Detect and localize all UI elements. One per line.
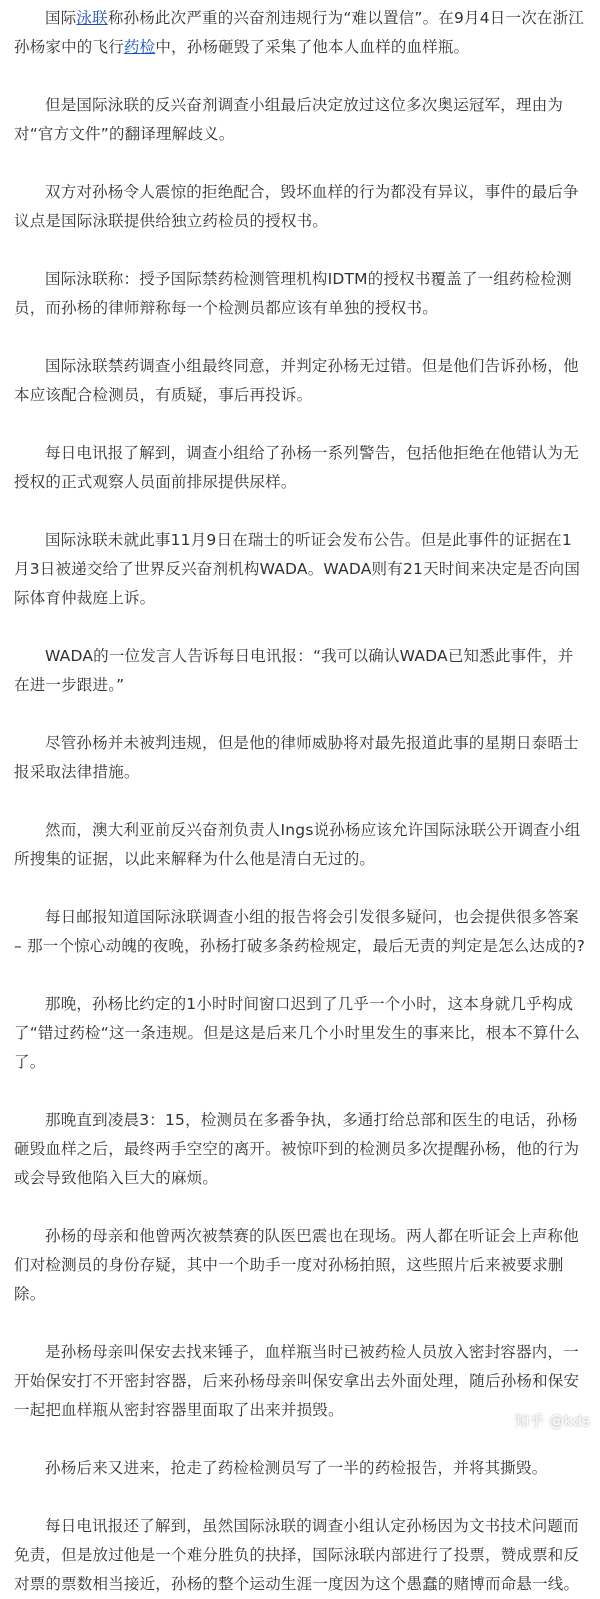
paragraph-gap <box>14 236 586 265</box>
paragraph-gap <box>14 497 586 526</box>
paragraph-gap <box>14 1309 586 1338</box>
paragraph-gap <box>14 149 586 178</box>
paragraph-15: 是孙杨母亲叫保安去找来锤子，血样瓶当时已被药检人员放入密封容器内，一开始保安打不开密封容器，后来孙杨母亲叫保安拿出去外面处理，随后孙杨和保安一起把血样瓶从密封容器里面取了出来并损毁。 <box>14 1343 580 1419</box>
paragraph-gap <box>14 62 586 91</box>
paragraph-16: 孙杨后来又进来，抢走了药检检测员写了一半的药检报告，并将其撕毁。 <box>45 1459 548 1477</box>
paragraph-gap <box>14 613 586 642</box>
paragraph-8: WADA的一位发言人告诉每日电讯报：“我可以确认WADA已知悉此事件，并在进一步跟进。” <box>14 647 574 694</box>
paragraph-gap <box>14 1425 586 1454</box>
paragraph-5: 国际泳联禁药调查小组最终同意，并判定孙杨无过错。但是他们告诉孙杨，他本应该配合检测员，有质疑，事后再投诉。 <box>14 357 579 404</box>
paragraph-10: 然而，澳大利亚前反兴奋剂负责人Ings说孙杨应该允许国际泳联公开调查小组所搜集的证据，以此来解释为什么他是清白无过的。 <box>14 821 581 868</box>
paragraph-gap <box>14 1483 586 1512</box>
paragraph-7: 国际泳联未就此事11月9日在瑞士的听证会发布公告。但是此事件的证据在1月3日被递交给了世界反兴奋剂机构WADA。WADA则有21天时间来决定是否向国际体育仲裁庭上诉。 <box>14 531 581 607</box>
paragraph-gap <box>14 323 586 352</box>
paragraph-17: 每日电讯报还了解到，虽然国际泳联的调查小组认定孙杨因为文书技术问题而免责，但是放过他是一个难分胜负的抉择，国际泳联内部进行了投票，赞成票和反对票的票数相当接近，孙杨的整个运动生涯一度因为这个愚蠢的赌博而命悬一线。 <box>14 1517 580 1593</box>
paragraph-1-text-b: 称孙杨此次严重的兴奋剂违规行为“难以置信”。在9月4日一次在浙江孙杨家中的飞行 <box>14 9 584 56</box>
paragraph-gap <box>14 961 586 990</box>
paragraph-4: 国际泳联称：授予国际禁药检测管理机构IDTM的授权书覆盖了一组药检检测员，而孙杨的律师辩称每一个检测员都应该有单独的授权书。 <box>14 270 572 317</box>
paragraph-3: 双方对孙杨令人震惊的拒绝配合，毁坏血样的行为都没有异议，事件的最后争议点是国际泳联提供给独立药检员的授权书。 <box>14 183 579 230</box>
paragraph-gap <box>14 700 586 729</box>
link-doping-test[interactable]: 药检 <box>123 38 156 56</box>
paragraph-gap <box>14 410 586 439</box>
paragraph-1 <box>14 4 586 62</box>
paragraph-12: 那晚，孙杨比约定的1小时时间窗口迟到了几乎一个小时，这本身就几乎构成了“错过药检“这一条违规。但是这是后来几个小时里发生的事来比，根本不算什么了。 <box>14 995 580 1071</box>
paragraph-gap <box>14 787 586 816</box>
paragraph-11: 每日邮报知道国际泳联调查小组的报告将会引发很多疑问，也会提供很多答案 – 那一个惊心动魄的夜晚，孙杨打破多条药检规定，最后无责的判定是怎么达成的? <box>14 908 586 955</box>
paragraph-1-text-a: 国际 <box>45 9 77 27</box>
paragraph-gap <box>14 1077 586 1106</box>
watermark: 知乎 @kds <box>514 1412 590 1430</box>
paragraph-1-text-c: 中，孙杨砸毁了采集了他本人血样的血样瓶。 <box>155 38 470 56</box>
link-swimming-federation[interactable]: 泳联 <box>76 9 108 27</box>
paragraph-2: 但是国际泳联的反兴奋剂调查小组最后决定放过这位多次奥运冠军，理由为对“官方文件”的翻译理解歧义。 <box>14 96 564 143</box>
paragraph-gap <box>14 1193 586 1222</box>
paragraph-9: 尽管孙杨并未被判违规，但是他的律师威胁将对最先报道此事的星期日泰晤士报采取法律措施。 <box>14 734 579 781</box>
paragraph-gap <box>14 874 586 903</box>
paragraph-6: 每日电讯报了解到，调查小组给了孙杨一系列警告，包括他拒绝在他错认为无授权的正式观察人员面前排尿提供尿样。 <box>14 444 579 491</box>
paragraph-14: 孙杨的母亲和他曾两次被禁赛的队医巴震也在现场。两人都在听证会上声称他们对检测员的身份存疑，其中一个助手一度对孙杨拍照，这些照片后来被要求删除。 <box>14 1227 579 1303</box>
paragraph-13: 那晚直到凌晨3：15，检测员在多番争执，多通打给总部和医生的电话，孙杨砸毁血样之后，最终两手空空的离开。被惊吓到的检测员多次提醒孙杨，他的行为或会导致他陷入巨大的麻烦。 <box>14 1111 580 1187</box>
